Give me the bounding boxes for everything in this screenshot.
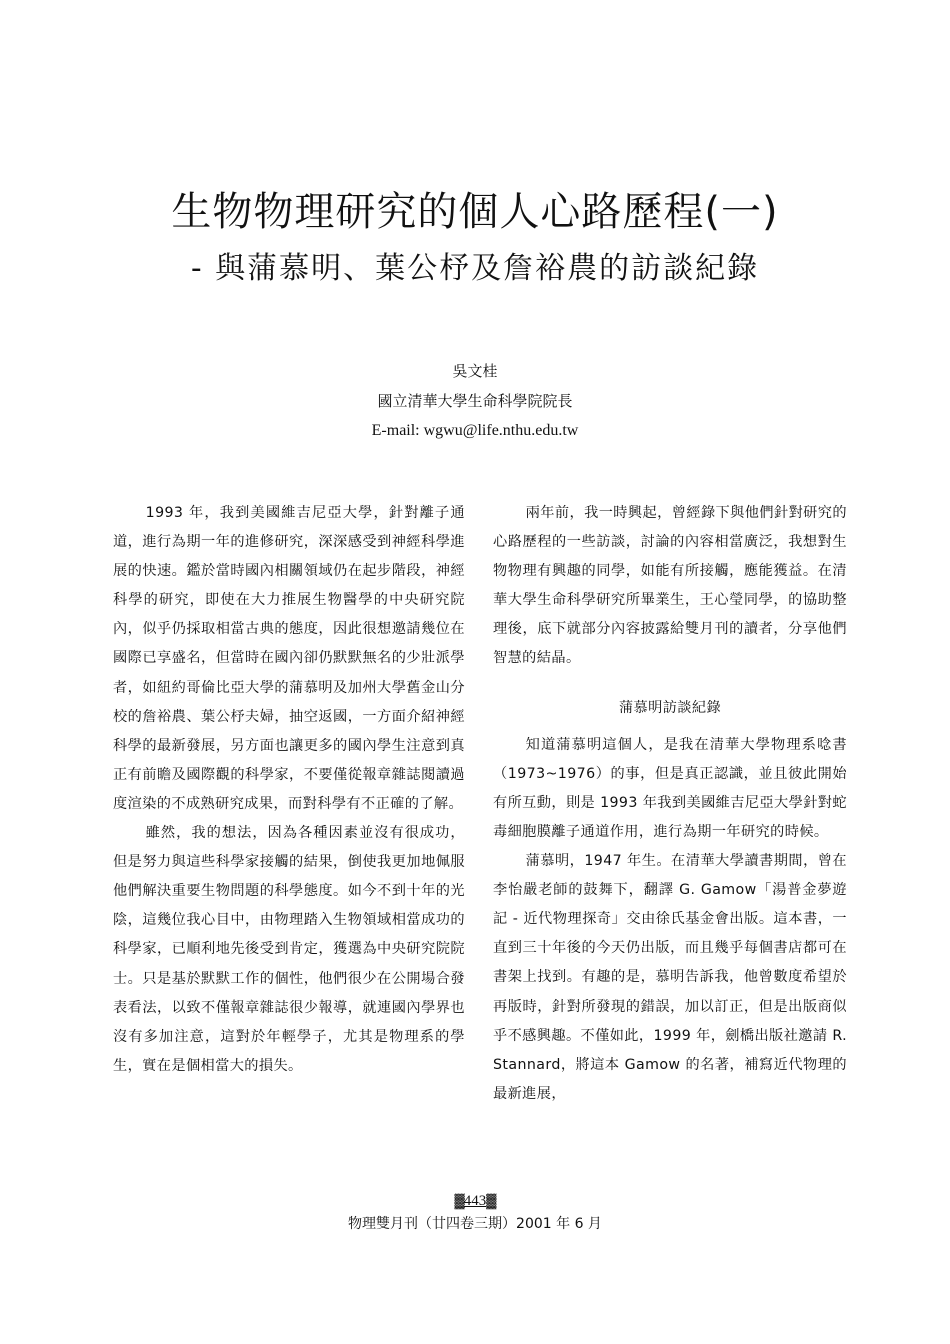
left-column xyxy=(113,499,465,1081)
author-block xyxy=(0,356,950,446)
author-email: E-mail: wgwu@life.nthu.edu.tw xyxy=(371,422,579,439)
author-affiliation: 國立清華大學生命科學院院長 xyxy=(377,392,573,410)
right-column xyxy=(493,499,847,1109)
paragraph: 兩年前，我一時興起，曾經錄下與他們針對研究的心路歷程的一些訪談，討論的內容相當廣泛，我想對生物物理有興趣的同學，如能有所接觸，應能獲益。在清華大學生命科學研究所畢業生，王心瑩同學，的協助整理後，底下就部分內容披露給雙月刊的讀者，分享他們智慧的結晶。 xyxy=(493,505,847,667)
journal-info: 物理雙月刊（廿四卷三期）2001 年 6 月 xyxy=(348,1216,602,1232)
page-subtitle: - 與蒲慕明、葉公杼及詹裕農的訪談紀錄 xyxy=(190,251,760,286)
page-title: 生物物理研究的個人心路歷程(一) xyxy=(171,189,779,235)
page-mark-right: ▓ xyxy=(486,1194,496,1209)
page-number-line xyxy=(0,1190,950,1213)
page-footer xyxy=(0,1190,950,1235)
page-number: 443 xyxy=(463,1193,487,1209)
paragraph: 蒲慕明，1947 年生。在清華大學讀書期間，曾在李怡嚴老師的鼓舞下，翻譯 G. Gamow「湯普金夢遊記 - 近代物理探奇」交由徐氏基金會出版。這本書，一直到三十年後的今天仍出版，而且幾乎每個書店都可在書架上找到。有趣的是，慕明告訴我，他曾數度希望於再版時，針對所發現的錯誤，加以訂正，但是出版商似乎不感興趣。不僅如此，1999 年，劍橋出版社邀請 R. Stannard，將這本 Gamow 的名著，補寫近代物理的最新進展， xyxy=(493,853,847,1102)
author-name: 吳文桂 xyxy=(452,362,498,380)
section-title: 蒲慕明訪談紀錄 xyxy=(618,699,722,716)
page-mark-left: ▓ xyxy=(454,1194,464,1209)
paragraph: 知道蒲慕明這個人，是我在清華大學物理系唸書（1973~1976）的事，但是真正認識，並且彼此開始有所互動，則是 1993 年我到美國維吉尼亞大學針對蛇毒細胞膜離子通道作用，進行為期一年研究的時候。 xyxy=(493,736,847,840)
paragraph: 雖然，我的想法，因為各種因素並沒有很成功，但是努力與這些科學家接觸的結果，倒使我更加地佩服他們解決重要生物問題的科學態度。如今不到十年的光陰，這幾位我心目中，由物理踏入生物領域相當成功的科學家，已順利地先後受到肯定，獲選為中央研究院院士。只是基於默默工作的個性，他們很少在公開場合發表看法，以致不僅報章雜誌很少報導，就連國內學界也沒有多加注意，這對於年輕學子，尤其是物理系的學生，實在是個相當大的損失。 xyxy=(113,825,465,1074)
paragraph: 1993 年，我到美國維吉尼亞大學，針對離子通道，進行為期一年的進修研究，深深感受到神經科學進展的快速。鑑於當時國內相關領域仍在起步階段，神經科學的研究，即使在大力推展生物醫學的中央研究院內，似乎仍採取相當古典的態度，因此很想邀請幾位在國際已享盛名，但當時在國內卻仍默默無名的少壯派學者，如紐約哥倫比亞大學的蒲慕明及加州大學舊金山分校的詹裕農、葉公杼夫婦，抽空返國，一方面介紹神經科學的最新發展，另方面也讓更多的國內學生注意到真正有前瞻及國際觀的科學家，不要僅從報章雜誌閱讀過度渲染的不成熟研究成果，而對科學有不正確的了解。 xyxy=(113,505,465,812)
